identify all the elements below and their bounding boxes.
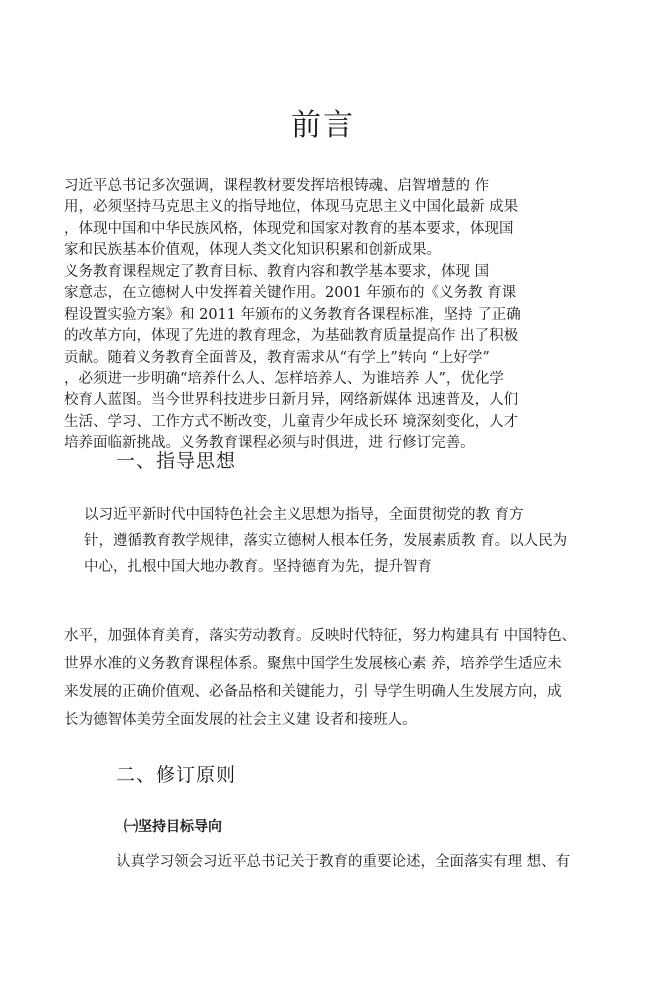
paragraph-line: 世界水准的义务教育课程体系。聚焦中国学生发展核心素 养，培养学生适应未 [64,656,562,672]
section-heading-revision-principles: 二、修订原则 [116,764,237,786]
subheading-goal-orientation: ㈠坚持目标导向 [124,819,222,835]
paragraph-line: 以习近平新时代中国特色社会主义思想为指导，全面贯彻党的教 育方 [84,507,524,523]
paragraph-line: 家意志，在立德树人中发挥着关键作用。2001 年颁布的《义务教 育课 [64,285,517,302]
intro-paragraph [64,176,518,262]
paragraph-line: ，体现中国和中华民族风格，体现党和国家对教育的基本要求，体现国 [64,220,514,237]
paragraph-line: 贡献。随着义务教育全面普及，教育需求从“有学上”转向 “上好学” [64,349,490,366]
paragraph-line: 长为德智体美劳全面发展的社会主义建 设者和接班人。 [64,712,417,728]
guiding-ideology-paragraph-b [64,622,576,734]
section-heading-guiding-ideology: 一、指导思想 [116,450,237,472]
paragraph-line: 针，遵循教育教学规律，落实立德树人根本任务，发展素质教 育。以人民为 [84,533,568,549]
guiding-ideology-paragraph-a [84,502,567,580]
goal-orientation-paragraph [116,851,570,873]
paragraph-line: 培养面临新挑战。义务教育课程必须与时俱进，进 行修订完善。 [64,435,475,452]
paragraph-line: 水平，加强体育美育，落实劳动教育。反映时代特征，努力构建具有 中国特色、 [64,628,577,644]
paragraph-line: 的改革方向，体现了先进的教育理念，为基础教育质量提高作 出了积极 [64,328,519,345]
paragraph-line: 程设置实验方案》和 2011 年颁布的义务教育各课程标准，坚持 了正确 [64,306,521,323]
paragraph-line: 认真学习领会习近平总书记关于教育的重要论述，全面落实有理 想、有 [116,854,571,870]
paragraph-line: 习近平总书记多次强调，课程教材要发挥培根铸魂、启智增慧的 作 [64,178,490,194]
page-title: 前言 [291,108,355,143]
paragraph-line: 家和民族基本价值观，体现人类文化知识积累和创新成果。 [64,242,441,259]
paragraph-line: ，必须进一步明确“培养什么人、怎样培养人、为谁培养 人”，优化学 [64,371,504,388]
paragraph-line: 用，必须坚持马克思主义的指导地位，体现马克思主义中国化最新 成果 [64,199,519,216]
compulsory-education-paragraph [64,262,521,455]
paragraph-line: 校育人蓝图。当今世界科技进步日新月异，网络新媒体 迅速普及，人们 [64,392,519,409]
paragraph-line: 义务教育课程规定了教育目标、教育内容和教学基本要求，体现 国 [64,264,490,280]
paragraph-line: 来发展的正确价值观、必备品格和关键能力，引 导学生明确人生发展方向，成 [64,684,562,700]
paragraph-line: 中心，扎根中国大地办教育。坚持德育为先，提升智育 [84,559,432,575]
paragraph-line: 生活、学习、工作方式不断改变，儿童青少年成长环 境深刻变化，人才 [64,413,519,430]
